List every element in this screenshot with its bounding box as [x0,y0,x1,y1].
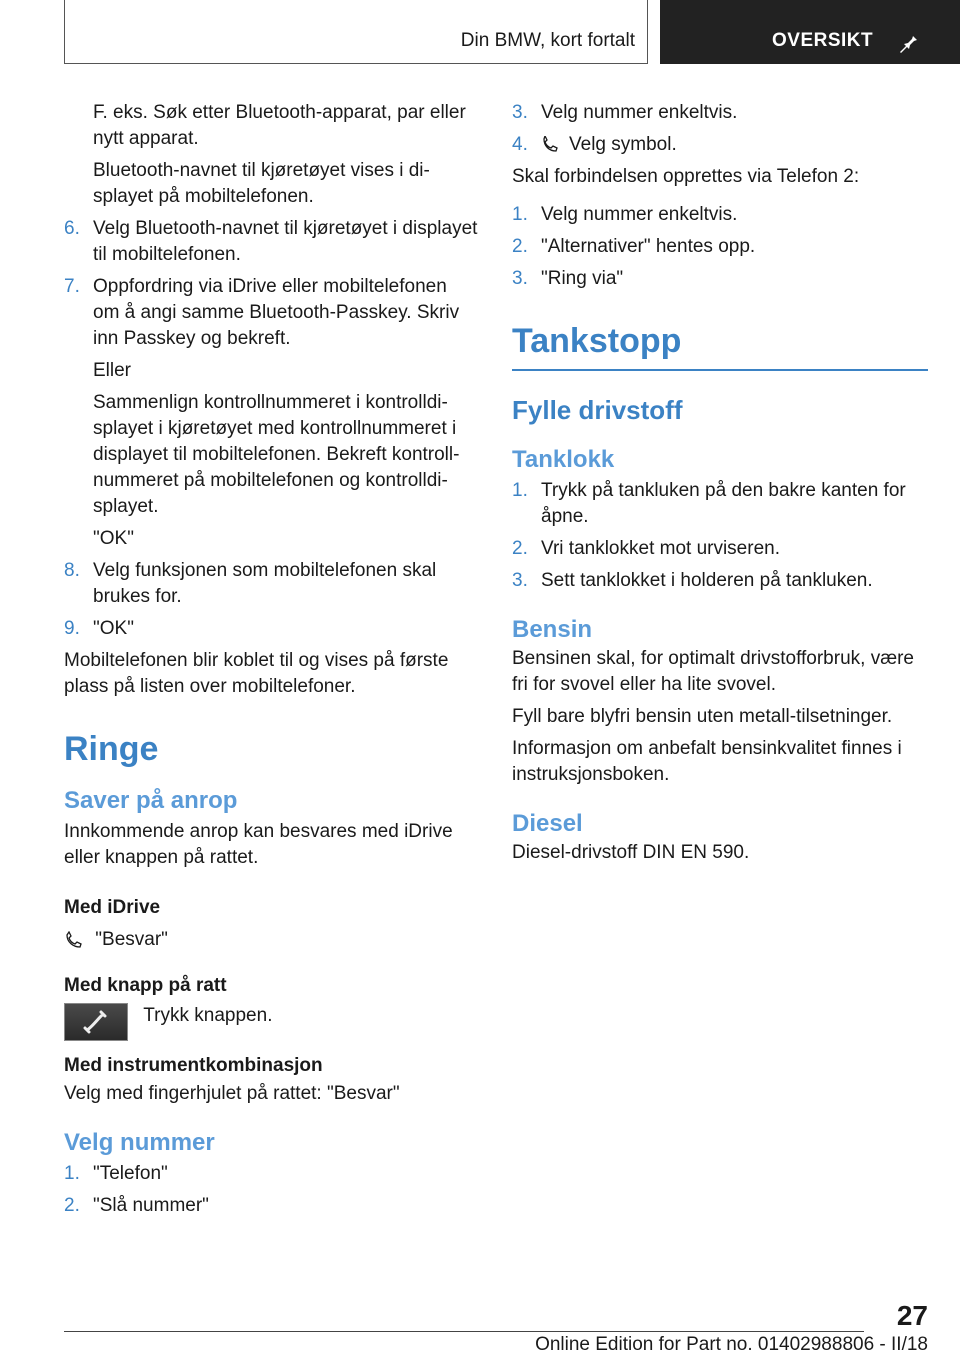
step-number: 2. [64,1195,80,1216]
step-text: Velg Bluetooth-navnet til kjøretøyet i displayet til mobiltelefonen. [93,218,478,265]
section-heading-fylle: Fylle drivstoff [512,395,683,425]
step-text: Velg nummer enkeltvis. [541,102,738,123]
step-text: "Ring via" [541,268,624,289]
step-text: Velg symbol. [569,134,677,155]
step-number: 2. [512,236,528,257]
med-instrument-heading: Med instrumentkombinasjon [64,1055,323,1076]
step-8 [64,558,478,610]
subheading-diesel: Diesel [512,810,583,837]
footer-edition: Online Edition for Part no. 01402988806 - II/18 [535,1334,928,1355]
step-text: "Alternativer" hentes opp. [541,236,756,257]
right-column [512,100,928,866]
instrument-text: Velg med fingerhjulet på rattet: "Besvar" [64,1083,400,1104]
step-text: Oppfordring via iDrive eller mobiltelefonen om å angi samme Bluetooth-Passkey. Skriv inn Passkey og bekreft. [93,276,460,349]
footer-divider [64,1331,864,1332]
intro-paragraph-2: Bluetooth-navnet til kjøretøyet vises i displayet på mobiltelefonen. [93,160,430,207]
tanklokk-step-1 [512,478,928,530]
step-7-ok: "OK" [93,528,134,549]
trykk-row [64,1003,478,1041]
besvar-row [64,927,478,953]
step-7-alternative: Sammenlign kontrollnummeret i kontrolldisplayet i kjøretøyet med kontrollnummeret i displayet til mobiltelefonen. Bekreft kontrollnummeret på mobiltelefonen og kontrolldisplayet. [93,392,460,517]
step-text: "OK" [93,618,134,639]
step-number: 4. [512,134,528,155]
telefon2-step-1 [512,202,928,228]
pin-icon [896,30,920,54]
bensin-paragraph-2: Fyll bare blyfri bensin uten metall-tilsetninger. [512,706,893,727]
after-pairing-text: Mobiltelefonen blir koblet til og vises på første plass på listen over mobiltelefoner. [64,650,449,697]
telefon2-step-3 [512,266,928,292]
step-number: 7. [64,276,80,297]
chapter-heading-ringe: Ringe [64,730,159,768]
section-heading-velg-nummer: Velg nummer [64,1129,215,1156]
diesel-text: Diesel-drivstoff DIN EN 590. [512,842,750,863]
step-number: 1. [64,1163,80,1184]
step-number: 8. [64,560,80,581]
tanklokk-step-2 [512,536,928,562]
right-step-4 [512,132,928,158]
header-overview-tab[interactable] [660,0,960,64]
phone-answer-icon [64,931,84,949]
step-text: Sett tanklokket i holderen på tankluken. [541,570,873,591]
telefon2-text: Skal forbindelsen opprettes via Telefon 2: [512,166,860,187]
left-column [64,100,478,1219]
page-number: 27 [896,1300,928,1331]
right-step-3 [512,100,928,126]
med-knapp-heading: Med knapp på ratt [64,975,227,996]
subheading-tanklokk: Tanklokk [512,446,615,473]
trykk-label: Trykk knappen. [143,1005,273,1026]
step-number: 3. [512,102,528,123]
step-text: Vri tanklokket mot urviseren. [541,538,780,559]
step-6 [64,216,478,268]
section-heading-saver: Saver på anrop [64,787,238,814]
med-idrive-heading: Med iDrive [64,897,161,918]
velg-step-1 [64,1161,478,1187]
step-number: 1. [512,480,528,501]
header-section-box [64,0,648,64]
step-7 [64,274,478,352]
step-7-or: Eller [93,360,132,381]
step-text: "Telefon" [93,1163,168,1184]
phone-symbol-icon [541,136,561,154]
velg-step-2 [64,1193,478,1219]
intro-paragraph-1: F. eks. Søk etter Bluetooth-apparat, par eller nytt apparat. [93,102,466,149]
bensin-paragraph-1: Bensinen skal, for optimalt drivstofforbruk, være fri for svovel eller ha lite svovel. [512,648,914,695]
step-text: Trykk på tankluken på den bakre kanten for åpne. [541,480,906,527]
step-number: 2. [512,538,528,559]
bensin-paragraph-3: Informasjon om anbefalt bensinkvalitet finnes i instruksjonsboken. [512,738,902,785]
chapter-heading-tankstopp: Tankstopp [512,322,682,360]
chapter-divider [512,369,928,371]
step-number: 6. [64,218,80,239]
step-number: 3. [512,268,528,289]
tanklokk-step-3 [512,568,928,594]
step-number: 1. [512,204,528,225]
telefon2-step-2 [512,234,928,260]
header-tab-label: OVERSIKT [772,30,874,51]
saver-text: Innkommende anrop kan besvares med iDrive eller knappen på rattet. [64,821,453,868]
step-9 [64,616,478,642]
step-number: 9. [64,618,80,639]
phone-button-icon [64,1003,128,1041]
step-text: Velg nummer enkeltvis. [541,204,738,225]
subheading-bensin: Bensin [512,616,593,643]
step-number: 3. [512,570,528,591]
step-text: "Slå nummer" [93,1195,209,1216]
header-section-title: Din BMW, kort fortalt [460,30,635,51]
step-text: Velg funksjonen som mobiltelefonen skal brukes for. [93,560,437,607]
besvar-label: "Besvar" [95,929,168,950]
